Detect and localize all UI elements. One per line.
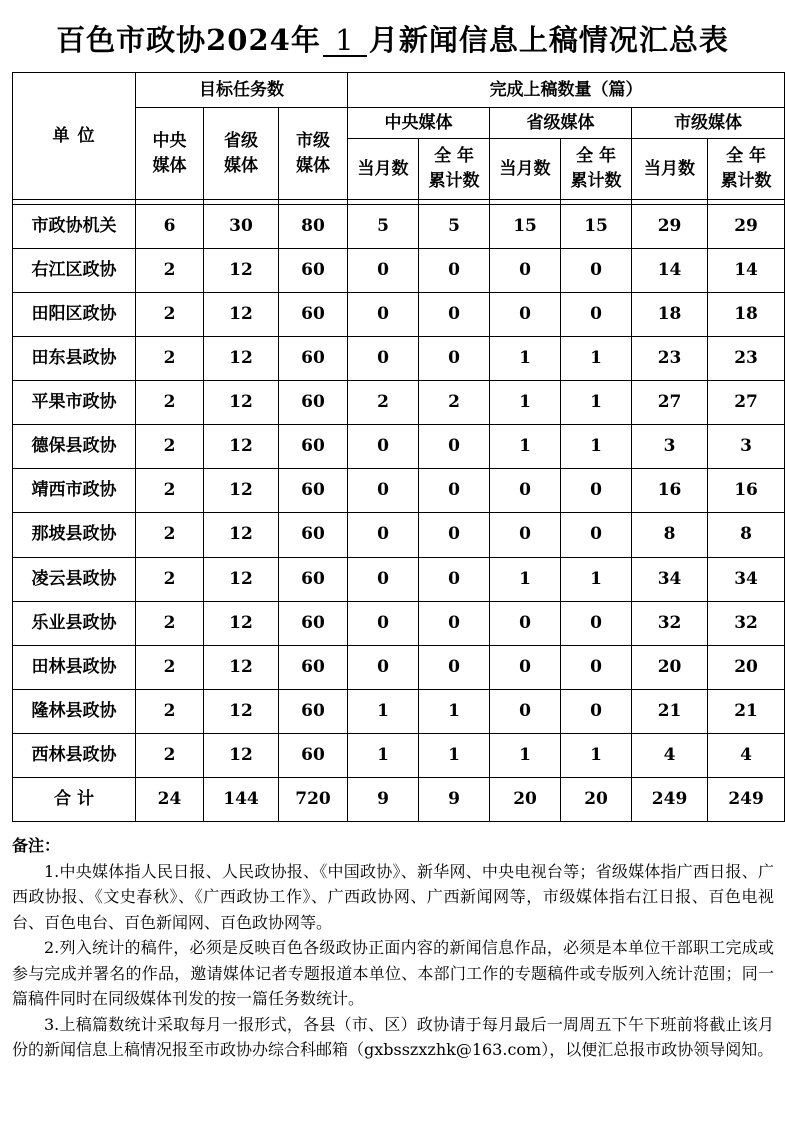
table-row [13, 381, 785, 425]
unit-name: 市政协机关 [13, 205, 136, 249]
table-cell: 0 [561, 645, 632, 689]
table-cell: 12 [204, 381, 279, 425]
table-cell: 1 [561, 337, 632, 381]
note-item: 3.上稿篇数统计采取每月一报形式，各县（市、区）政协请于每月最后一周周五下午下班前将截止该月份的新闻信息上稿情况报至市政协办综合科邮箱（gxbsszxzhk@163.com），以便汇总报市政协领导阅知。 [12, 1014, 774, 1059]
table-cell: 2 [136, 469, 204, 513]
table-cell: 0 [561, 469, 632, 513]
table-cell: 0 [561, 249, 632, 293]
table-cell: 0 [490, 513, 561, 557]
table-cell: 2 [136, 733, 204, 777]
table-cell: 1 [419, 733, 490, 777]
table-cell: 21 [708, 689, 785, 733]
target-col-province: 省级 媒体 [204, 108, 279, 200]
table-cell: 0 [490, 469, 561, 513]
table-cell: 60 [279, 513, 348, 557]
table-cell: 9 [348, 777, 419, 821]
table-cell: 12 [204, 689, 279, 733]
unit-header: 单 位 [13, 73, 136, 200]
table-cell: 29 [708, 205, 785, 249]
table-cell: 0 [419, 293, 490, 337]
sub-col-month: 当月数 [348, 139, 419, 200]
done-header: 完成上稿数量（篇） [348, 73, 785, 108]
unit-name: 田林县政协 [13, 645, 136, 689]
table-cell: 0 [561, 293, 632, 337]
target-col-central: 中央 媒体 [136, 108, 204, 200]
table-cell: 249 [708, 777, 785, 821]
table-cell: 2 [136, 689, 204, 733]
table-cell: 34 [632, 557, 708, 601]
note-item: 1.中央媒体指人民日报、人民政协报、《中国政协》、新华网、中央电视台等；省级媒体指广西日报、广西政协报、《文史春秋》、《广西政协工作》、广西政协网、广西新闻网等，市级媒体指右江日报、百色电视台、百色电台、百色新闻网、百色政协网等。 [12, 861, 774, 932]
table-cell: 15 [561, 205, 632, 249]
unit-name: 凌云县政协 [13, 557, 136, 601]
table-cell: 1 [561, 733, 632, 777]
table-cell: 0 [348, 337, 419, 381]
table-cell: 2 [136, 381, 204, 425]
table-cell: 20 [632, 645, 708, 689]
table-cell: 0 [348, 293, 419, 337]
note-item: 2.列入统计的稿件，必须是反映百色各级政协正面内容的新闻信息作品，必须是本单位干部职工完成或参与完成并署名的作品，邀请媒体记者专题报道本单位、本部门工作的专题稿件或专版列入统计范围；同一篇稿件同时在同级媒体刊发的按一篇任务数统计。 [12, 938, 774, 1008]
sub-col-year: 全 年 累计数 [708, 139, 785, 200]
unit-name: 田阳区政协 [13, 293, 136, 337]
table-cell: 0 [419, 513, 490, 557]
table-row [13, 645, 785, 689]
table-cell: 12 [204, 645, 279, 689]
table-cell: 12 [204, 425, 279, 469]
table-cell: 1 [490, 557, 561, 601]
unit-name: 隆林县政协 [13, 689, 136, 733]
table-cell: 8 [708, 513, 785, 557]
unit-name: 田东县政协 [13, 337, 136, 381]
table-cell: 32 [708, 601, 785, 645]
table-cell: 60 [279, 601, 348, 645]
table-cell: 0 [419, 645, 490, 689]
table-cell: 1 [348, 733, 419, 777]
table-cell: 27 [632, 381, 708, 425]
table-cell: 4 [632, 733, 708, 777]
table-cell: 3 [708, 425, 785, 469]
table-cell: 60 [279, 425, 348, 469]
table-cell: 5 [419, 205, 490, 249]
table-row [13, 425, 785, 469]
notes-heading: 备注： [12, 836, 61, 855]
table-cell: 14 [708, 249, 785, 293]
table-cell: 4 [708, 733, 785, 777]
table-row [13, 513, 785, 557]
table-cell: 12 [204, 293, 279, 337]
page-title [0, 18, 785, 59]
table-row [13, 337, 785, 381]
table-cell: 12 [204, 733, 279, 777]
table-cell: 2 [348, 381, 419, 425]
table-cell: 1 [490, 733, 561, 777]
table-cell: 20 [490, 777, 561, 821]
table-cell: 12 [204, 513, 279, 557]
summary-table [12, 72, 785, 822]
table-row [13, 557, 785, 601]
table-cell: 2 [136, 601, 204, 645]
table-cell: 2 [136, 645, 204, 689]
table-cell: 2 [136, 513, 204, 557]
table-cell: 60 [279, 557, 348, 601]
table-cell: 23 [632, 337, 708, 381]
table-row [13, 733, 785, 777]
table-cell: 12 [204, 469, 279, 513]
table-row [13, 249, 785, 293]
media-group-province: 省级媒体 [490, 108, 632, 139]
target-header: 目标任务数 [136, 73, 348, 108]
table-cell: 60 [279, 645, 348, 689]
unit-name: 德保县政协 [13, 425, 136, 469]
table-cell: 12 [204, 249, 279, 293]
table-cell: 0 [419, 469, 490, 513]
table-cell: 20 [708, 645, 785, 689]
table-cell: 34 [708, 557, 785, 601]
table-cell: 0 [419, 557, 490, 601]
table-cell: 1 [490, 337, 561, 381]
notes [12, 833, 774, 1063]
table-cell: 0 [490, 293, 561, 337]
table-cell: 30 [204, 205, 279, 249]
table-cell: 3 [632, 425, 708, 469]
total-row [13, 777, 785, 821]
table-cell: 0 [490, 249, 561, 293]
table-cell: 720 [279, 777, 348, 821]
table-cell: 1 [348, 689, 419, 733]
table-cell: 1 [490, 381, 561, 425]
table-cell: 0 [561, 689, 632, 733]
table-row [13, 205, 785, 249]
table-cell: 12 [204, 557, 279, 601]
table-cell: 60 [279, 249, 348, 293]
table-cell: 60 [279, 469, 348, 513]
table-cell: 29 [632, 205, 708, 249]
table-cell: 2 [419, 381, 490, 425]
table-cell: 23 [708, 337, 785, 381]
table-cell: 15 [490, 205, 561, 249]
table-row [13, 469, 785, 513]
table-cell: 0 [348, 513, 419, 557]
sub-col-month: 当月数 [490, 139, 561, 200]
table-cell: 9 [419, 777, 490, 821]
table-cell: 0 [419, 249, 490, 293]
table-cell: 0 [419, 337, 490, 381]
table-cell: 16 [708, 469, 785, 513]
table-cell: 0 [348, 425, 419, 469]
table-cell: 2 [136, 293, 204, 337]
table-cell: 18 [708, 293, 785, 337]
sub-col-year: 全 年 累计数 [419, 139, 490, 200]
table-cell: 1 [561, 381, 632, 425]
table-cell: 12 [204, 337, 279, 381]
table-cell: 60 [279, 293, 348, 337]
table-cell: 1 [561, 557, 632, 601]
unit-name: 那坡县政协 [13, 513, 136, 557]
table-row [13, 689, 785, 733]
table-cell: 1 [561, 425, 632, 469]
table-cell: 80 [279, 205, 348, 249]
target-col-city: 市级 媒体 [279, 108, 348, 200]
table-cell: 2 [136, 249, 204, 293]
table-cell: 6 [136, 205, 204, 249]
table-cell: 0 [348, 557, 419, 601]
table-cell: 14 [632, 249, 708, 293]
table-cell: 0 [419, 425, 490, 469]
table-cell: 60 [279, 337, 348, 381]
unit-name: 西林县政协 [13, 733, 136, 777]
title-prefix: 百色市政协2024年 [56, 23, 321, 57]
table-cell: 144 [204, 777, 279, 821]
table-cell: 0 [348, 469, 419, 513]
unit-name: 乐业县政协 [13, 601, 136, 645]
table-cell: 12 [204, 601, 279, 645]
table-cell: 1 [490, 425, 561, 469]
table-cell: 0 [348, 249, 419, 293]
table-cell: 0 [419, 601, 490, 645]
table-cell: 27 [708, 381, 785, 425]
table-cell: 20 [561, 777, 632, 821]
table-row [13, 293, 785, 337]
table-cell: 18 [632, 293, 708, 337]
table-row [13, 601, 785, 645]
table-cell: 0 [490, 601, 561, 645]
table-cell: 16 [632, 469, 708, 513]
sub-col-month: 当月数 [632, 139, 708, 200]
title-month: 1 [323, 25, 367, 57]
table-cell: 60 [279, 689, 348, 733]
table-cell: 24 [136, 777, 204, 821]
unit-name: 靖西市政协 [13, 469, 136, 513]
sub-col-year: 全 年 累计数 [561, 139, 632, 200]
table-cell: 60 [279, 381, 348, 425]
table-cell: 2 [136, 425, 204, 469]
table-cell: 0 [561, 601, 632, 645]
table-cell: 0 [348, 601, 419, 645]
table-cell: 0 [490, 689, 561, 733]
unit-name: 平果市政协 [13, 381, 136, 425]
table-cell: 32 [632, 601, 708, 645]
title-suffix: 月新闻信息上稿情况汇总表 [368, 23, 729, 57]
unit-name: 右江区政协 [13, 249, 136, 293]
table-cell: 1 [419, 689, 490, 733]
table-cell: 8 [632, 513, 708, 557]
table-cell: 2 [136, 337, 204, 381]
table-cell: 5 [348, 205, 419, 249]
media-group-city: 市级媒体 [632, 108, 785, 139]
total-label: 合 计 [13, 777, 136, 821]
table-cell: 0 [490, 645, 561, 689]
table-cell: 0 [561, 513, 632, 557]
table-cell: 60 [279, 733, 348, 777]
table-cell: 0 [348, 645, 419, 689]
table-cell: 249 [632, 777, 708, 821]
table-cell: 2 [136, 557, 204, 601]
table-cell: 21 [632, 689, 708, 733]
media-group-central: 中央媒体 [348, 108, 490, 139]
